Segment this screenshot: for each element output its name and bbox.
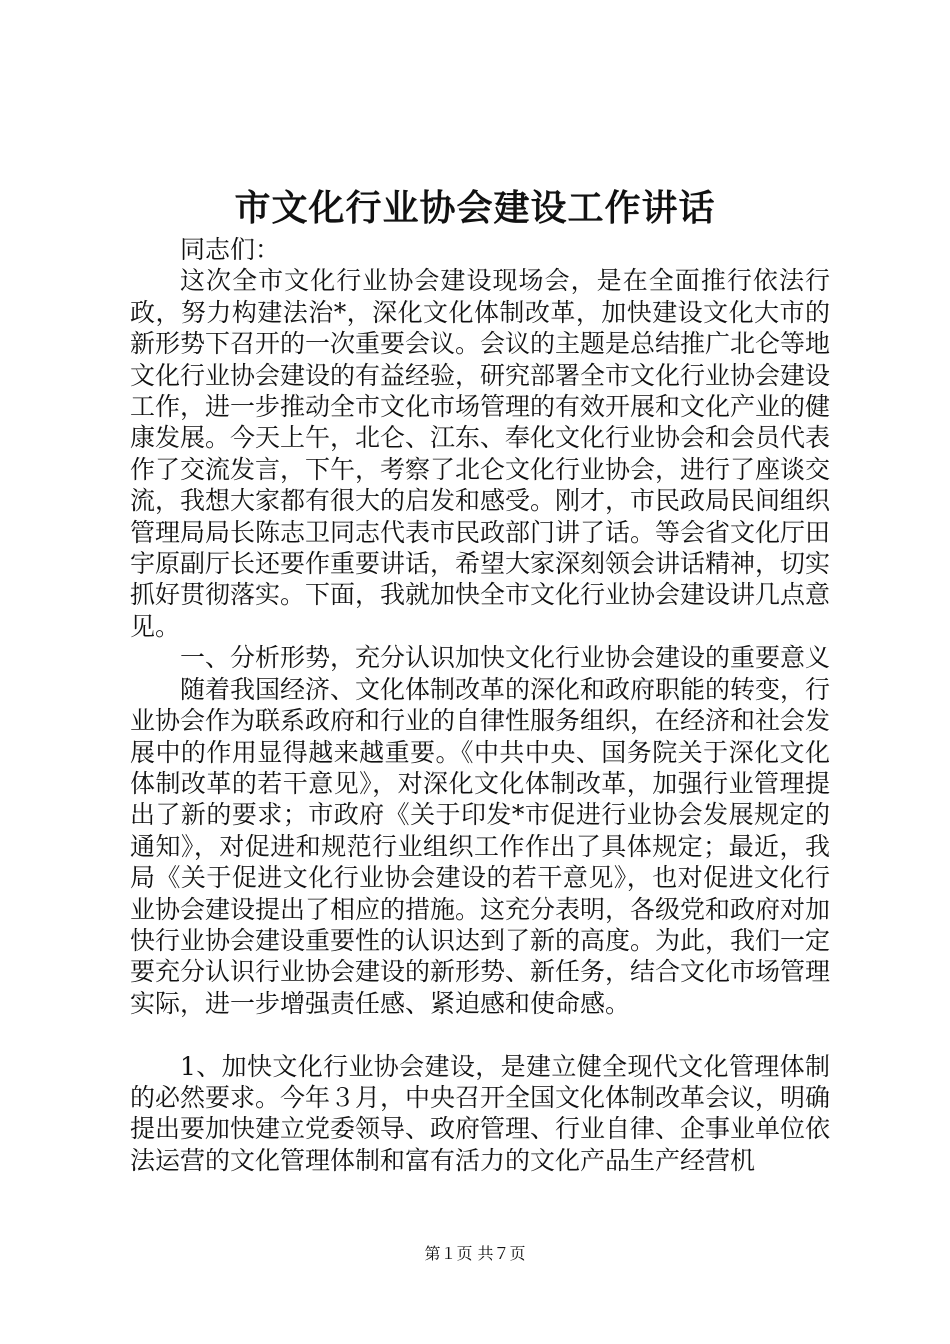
page-number-footer: 第１页 共７页: [424, 1244, 526, 1263]
salutation-paragraph: 同志们：: [180, 235, 281, 264]
point-one-paragraph: 1、加快文化行业协会建设，是建立健全现代文化管理体制的必然要求。今年３月，中央召开全国文化体制改革会议，明确提出要加快建立党委领导、政府管理、行业自律、企事业单位依法运营的文化管理体制和富有活力的文化产品生产经营机: [130, 1051, 831, 1175]
situation-paragraph: 随着我国经济、文化体制改革的深化和政府职能的转变，行业协会作为联系政府和行业的自律性服务组织，在经济和社会发展中的作用显得越来越重要。《中共中央、国务院关于深化文化体制改革的若干意见》，对深化文化体制改革，加强行业管理提出了新的要求；市政府《关于印发*市促进行业协会发展规定的通知》，对促进和规范行业组织工作作出了具体规定；最近，我局《关于促进文化行业协会建设的若干意见》，也对促进文化行业协会建设提出了相应的措施。这充分表明，各级党和政府对加快行业协会建设重要性的认识达到了新的高度。为此，我们一定要充分认识行业协会建设的新形势、新任务，结合文化市场管理实际，进一步增强责任感、紧迫感和使命感。: [130, 674, 831, 1018]
document-title: 市文化行业协会建设工作讲话: [234, 187, 716, 229]
document-body: [130, 234, 830, 1176]
section-heading: 一、分析形势，充分认识加快文化行业协会建设的重要意义: [180, 643, 831, 673]
intro-paragraph: 这次全市文化行业协会建设现场会，是在全面推行依法行政，努力构建法治*，深化文化体制改革，加快建设文化大市的新形势下召开的一次重要会议。会议的主题是总结推广北仑等地文化行业协会建设的有益经验，研究部署全市文化行业协会建设工作，进一步推动全市文化市场管理的有效开展和文化产业的健康发展。今天上午，北仑、江东、奉化文化行业协会和会员代表作了交流发言，下午，考察了北仑文化行业协会，进行了座谈交流，我想大家都有很大的启发和感受。刚才，市民政局民间组织管理局局长陈志卫同志代表市民政部门讲了话。等会省文化厅田宇原副厅长还要作重要讲话，希望大家深刻领会讲话精神，切实抓好贯彻落实。下面，我就加快全市文化行业协会建设讲几点意见。: [130, 266, 831, 641]
